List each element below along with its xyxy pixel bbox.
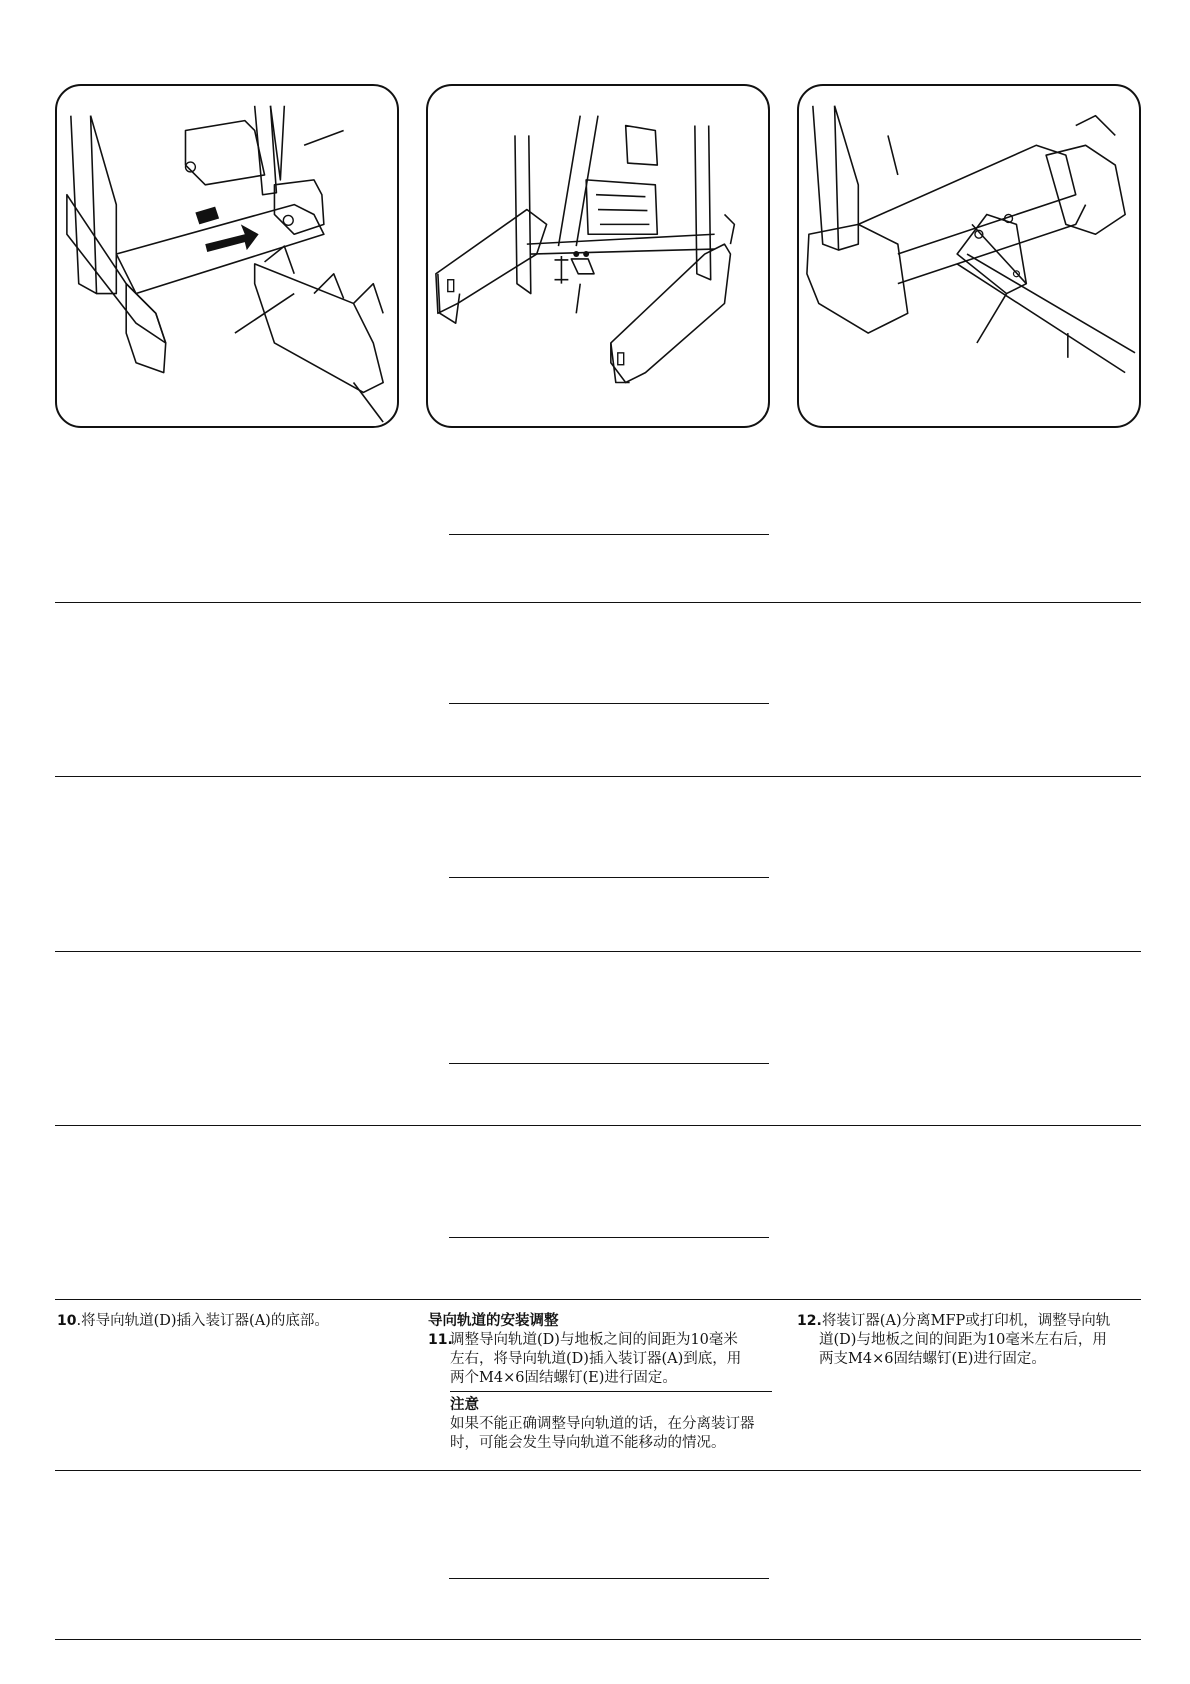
step-number: 11. — [428, 1332, 453, 1348]
separator-short — [449, 1237, 769, 1238]
separator-short — [449, 1063, 769, 1064]
guide-rail-height-adjust-drawing — [428, 86, 768, 426]
illustration-step-10 — [55, 84, 399, 428]
illustration-step-12 — [797, 84, 1141, 428]
step-text: 将装订器(A)分离MFP或打印机，调整导向轨 — [821, 1313, 1111, 1329]
note-title: 注意 — [450, 1397, 479, 1413]
section-heading: 导向轨道的安装调整 — [428, 1313, 559, 1329]
step-number: 12. — [797, 1313, 822, 1329]
step-text: 道(D)与地板之间的间距为10毫米左右后，用 — [819, 1332, 1107, 1348]
note-separator — [450, 1391, 772, 1392]
step-text: 左右，将导向轨道(D)插入装订器(A)到底，用 — [450, 1351, 742, 1367]
note-text: 时，可能会发生导向轨道不能移动的情况。 — [450, 1435, 726, 1451]
finisher-insert-guide-rail-drawing — [57, 86, 397, 426]
step-number: 10 — [57, 1313, 77, 1329]
separator — [55, 1639, 1141, 1640]
step-text: 两个M4×6固结螺钉(E)进行固定。 — [450, 1370, 677, 1386]
separator-short — [449, 1578, 769, 1579]
separated-finisher-rail-fix-drawing — [799, 86, 1139, 426]
step-text: .将导向轨道(D)插入装订器(A)的底部。 — [76, 1313, 329, 1329]
separator — [55, 1299, 1141, 1300]
separator — [55, 951, 1141, 952]
separator — [55, 776, 1141, 777]
illustration-step-11 — [426, 84, 770, 428]
note-text: 如果不能正确调整导向轨道的话，在分离装订器 — [450, 1416, 755, 1432]
separator-short — [449, 703, 769, 704]
step-text: 调整导向轨道(D)与地板之间的间距为10毫米 — [450, 1332, 738, 1348]
separator — [55, 1470, 1141, 1471]
separator — [55, 1125, 1141, 1126]
separator-short — [449, 877, 769, 878]
separator — [55, 602, 1141, 603]
step-text: 两支M4×6固结螺钉(E)进行固定。 — [819, 1351, 1046, 1367]
separator-short — [449, 534, 769, 535]
